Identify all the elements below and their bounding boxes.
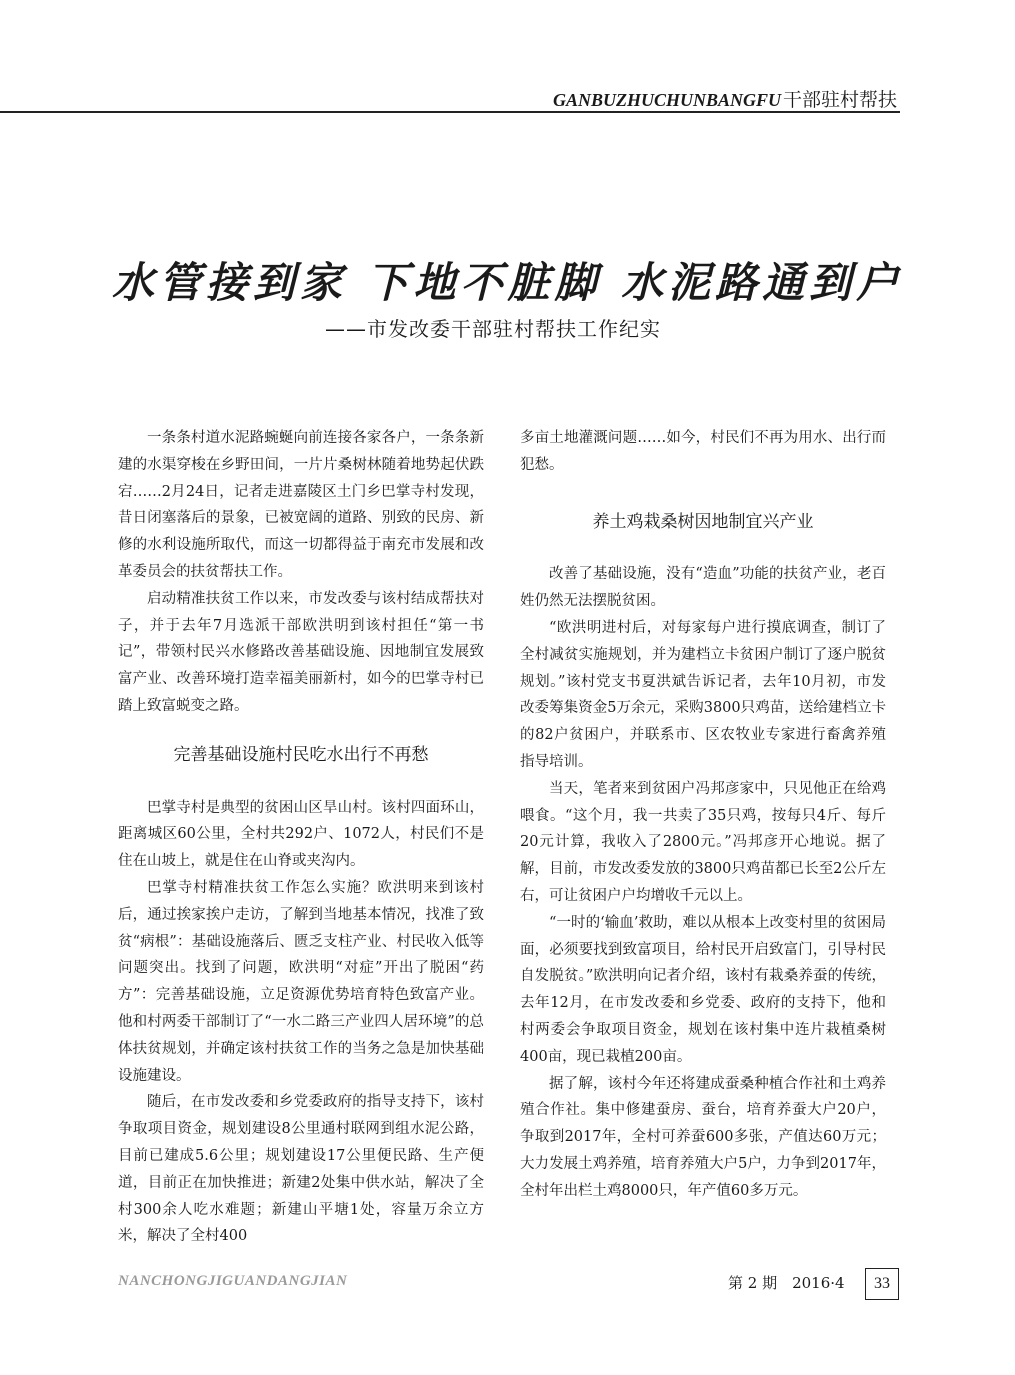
section-heading: 养土鸡栽桑树因地制宜兴产业 (592, 511, 814, 532)
journal-name: NANCHONGJIGUANDANGJIAN (118, 1273, 348, 1289)
paragraph: 巴掌寺村是典型的贫困山区旱山村。该村四面环山，距离城区60公里，全村共292户、1072人，村民们不是住在山坡上，就是住在山脊或夹沟内。 (118, 799, 484, 870)
paragraph: 启动精准扶贫工作以来，市发改委与该村结成帮扶对子，并于去年7月选派干部欧洪明到该村担任“第一书记”，带领村民兴水修路改善基础设施、因地制宜发展致富产业、改善环境打造幸福美丽新村，如今的巴掌寺村已踏上致富蜕变之路。 (118, 590, 484, 714)
paragraph: 改善了基础设施，没有“造血”功能的扶贫产业，老百姓仍然无法摆脱贫困。 (520, 566, 886, 610)
header-text (553, 85, 897, 112)
section-heading: 完善基础设施村民吃水出行不再愁 (173, 744, 429, 765)
article-title: 水管接到家 下地不脏脚 水泥路通到户 (111, 258, 904, 307)
paragraph: 据了解，该村今年还将建成蚕桑种植合作社和土鸡养殖合作社。集中修建蚕房、蚕台，培育养蚕大户20户，争取到2017年，全村可养蚕600多张，产值达60万元；大力发展土鸡养殖，培育养殖大户5户，力争到2017年，全村年出栏土鸡8000只，年产值60多万元。 (520, 1075, 886, 1199)
article-subtitle: ——市发改委干部驻村帮扶工作纪实 (325, 317, 661, 341)
header-chinese: 干部驻村帮扶 (782, 89, 897, 111)
paragraph: 巴掌寺村精准扶贫工作怎么实施？欧洪明来到该村后，通过挨家挨户走访，了解到当地基本情况，找准了致贫“病根”：基础设施落后、匮乏支柱产业、村民收入低等问题突出。找到了问题，欧洪明“对症”开出了脱困“药方”：完善基础设施，立足资源优势培育特色致富产业。他和村两委干部制订了“一水二路三产业四人居环境”的总体扶贫规划，并确定该村扶贫工作的当务之急是加快基础设施建设。 (118, 879, 484, 1084)
page-number: 33 (865, 1268, 899, 1300)
paragraph-continued: 多亩土地灌溉问题……如今，村民们不再为用水、出行而犯愁。 (520, 430, 886, 473)
right-column (520, 425, 886, 1205)
paragraph: 一条条村道水泥路蜿蜒向前连接各家各户，一条条新建的水渠穿梭在乡野田间，一片片桑树林随着地势起伏跌宕……2月24日，记者走进嘉陵区土门乡巴掌寺村发现，昔日闭塞落后的景象，已被宽阔的道路、别致的民房、新修的水利设施所取代，而这一切都得益于南充市发展和改革委员会的扶贫帮扶工作。 (118, 430, 484, 580)
paragraph: 随后，在市发改委和乡党委政府的指导支持下，该村争取项目资金，规划建设8公里通村联网到组水泥公路，目前已建成5.6公里；规划建设17公里便民路、生产便道，目前正在加快推进；新建2处集中供水站，解决了全村300余人吃水难题；新建山平塘1处，容量万余立方米，解决了全村400 (118, 1094, 484, 1245)
header-english: GANBUZHUCHUNBANGFU (552, 90, 781, 110)
paragraph: “欧洪明进村后，对每家每户进行摸底调查，制订了全村减贫实施规划，并为建档立卡贫困户制订了逐户脱贫规划。”该村党支书夏洪斌告诉记者，去年10月初，市发改委筹集资金5万余元，采购3800只鸡苗，送给建档立卡的82户贫困户，并联系市、区农牧业专家进行畜禽养殖指导培训。 (520, 619, 886, 770)
header-rule (0, 111, 900, 113)
paragraph: “一时的‘输血’救助，难以从根本上改变村里的贫困局面，必须要找到致富项目，给村民开启致富门，引导村民自发脱贫。”欧洪明向记者介绍，该村有栽桑养蚕的传统，去年12月，在市发改委和乡党委、政府的支持下，他和村两委会争取项目资金，规划在该村集中连片栽植桑树400亩，现已栽植200亩。 (520, 914, 886, 1065)
running-header (0, 83, 900, 113)
left-column (118, 425, 484, 1250)
issue-info: 第 2 期 2016·4 (728, 1274, 845, 1292)
paragraph: 当天，笔者来到贫困户冯邦彦家中，只见他正在给鸡喂食。“这个月，我一共卖了35只鸡，按每只4斤、每斤20元计算，我收入了2800元。”冯邦彦开心地说。据了解，目前，市发改委发放的3800只鸡苗都已长至2公斤左右，可让贫困户户均增收千元以上。 (520, 780, 886, 904)
